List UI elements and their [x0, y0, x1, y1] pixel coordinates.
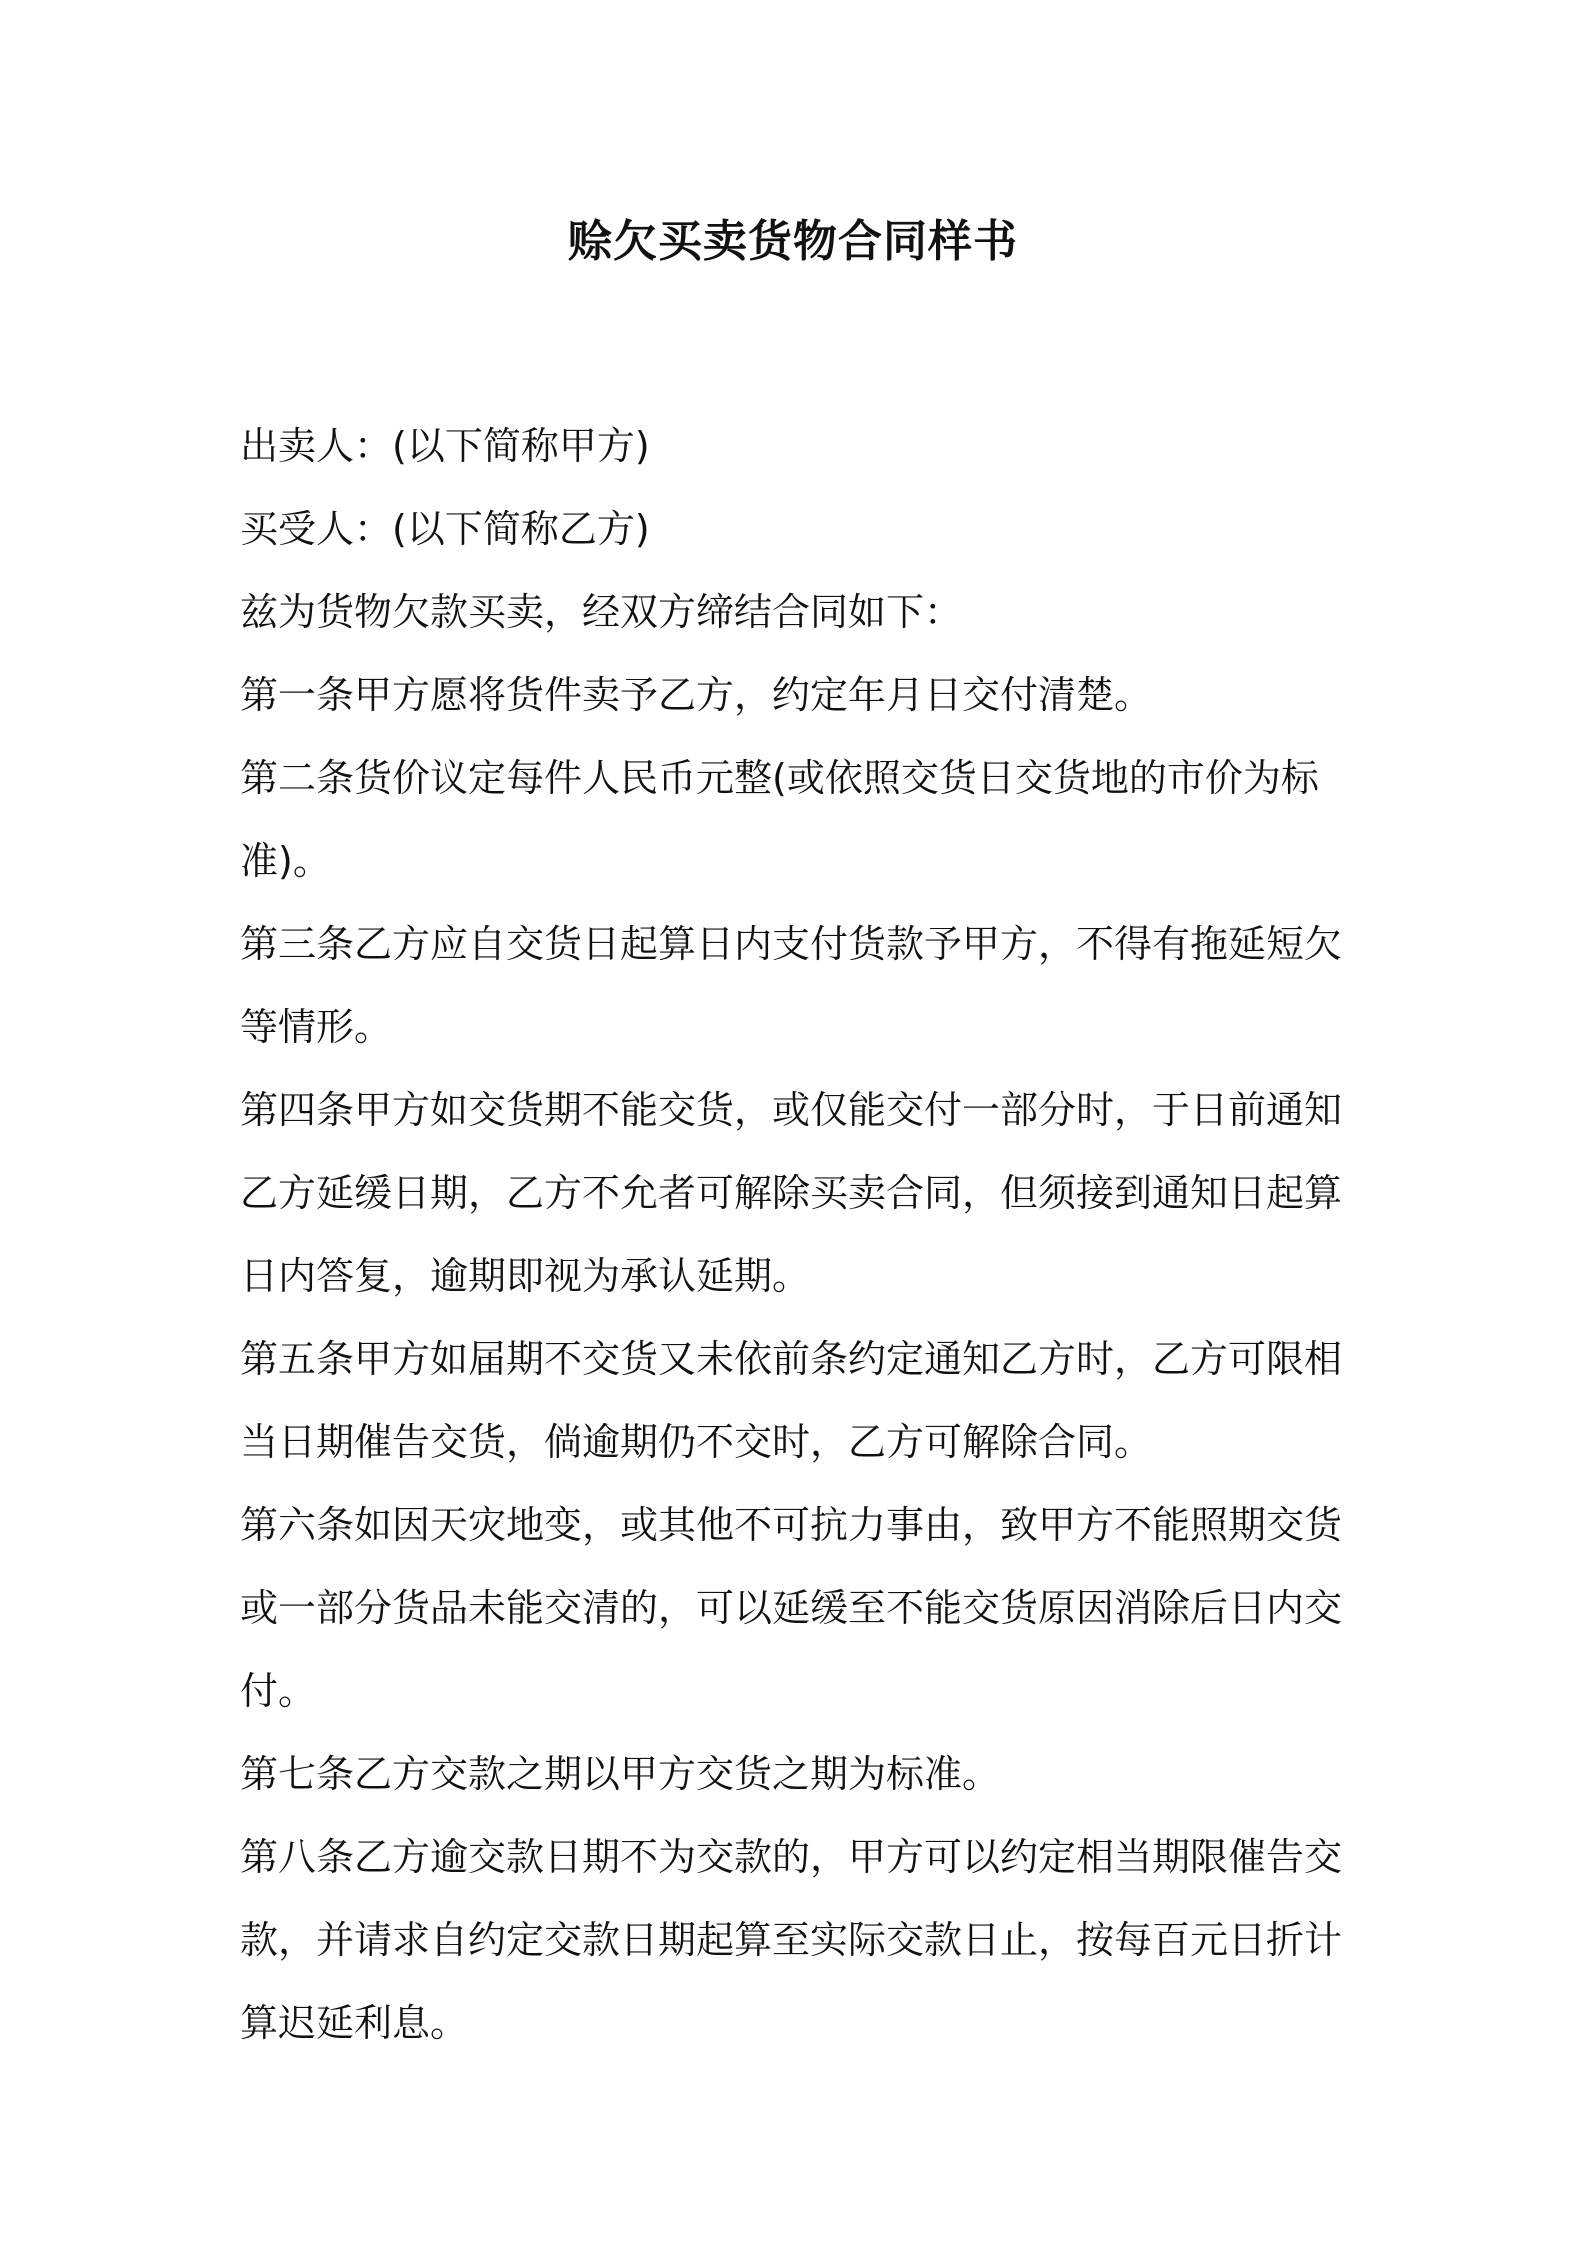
- article-5: 第五条甲方如届期不交货又未依前条约定通知乙方时，乙方可限相当日期催告交货，倘逾期仍不交时，乙方可解除合同。: [240, 1337, 1343, 1464]
- document-title: 赊欠买卖货物合同样书: [568, 216, 1018, 267]
- article-3: 第三条乙方应自交货日起算日内支付货款予甲方，不得有拖延短欠等情形。: [240, 922, 1343, 1049]
- article-2: 第二条货价议定每件人民币元整(或依照交货日交货地的市价为标准)。: [240, 756, 1319, 883]
- party-buyer: 买受人：(以下简称乙方): [240, 507, 650, 551]
- preamble: 兹为货物欠款买卖，经双方缔结合同如下：: [240, 590, 963, 634]
- article-7: 第七条乙方交款之期以甲方交货之期为标准。: [240, 1752, 1001, 1796]
- party-seller: 出卖人：(以下简称甲方): [240, 424, 650, 468]
- article-6: 第六条如因天灾地变，或其他不可抗力事由，致甲方不能照期交货或一部分货品未能交清的，可以延缓至不能交货原因消除后日内交付。: [240, 1503, 1343, 1713]
- document-body: [240, 405, 1350, 2065]
- article-8: 第八条乙方逾交款日期不为交款的，甲方可以约定相当期限催告交款，并请求自约定交款日期起算至实际交款日止，按每百元日折计算迟延利息。: [240, 1835, 1343, 2045]
- article-1: 第一条甲方愿将货件卖予乙方，约定年月日交付清楚。: [240, 673, 1153, 717]
- article-4: 第四条甲方如交货期不能交货，或仅能交付一部分时，于日前通知乙方延缓日期，乙方不允者可解除买卖合同，但须接到通知日起算日内答复，逾期即视为承认延期。: [240, 1088, 1343, 1298]
